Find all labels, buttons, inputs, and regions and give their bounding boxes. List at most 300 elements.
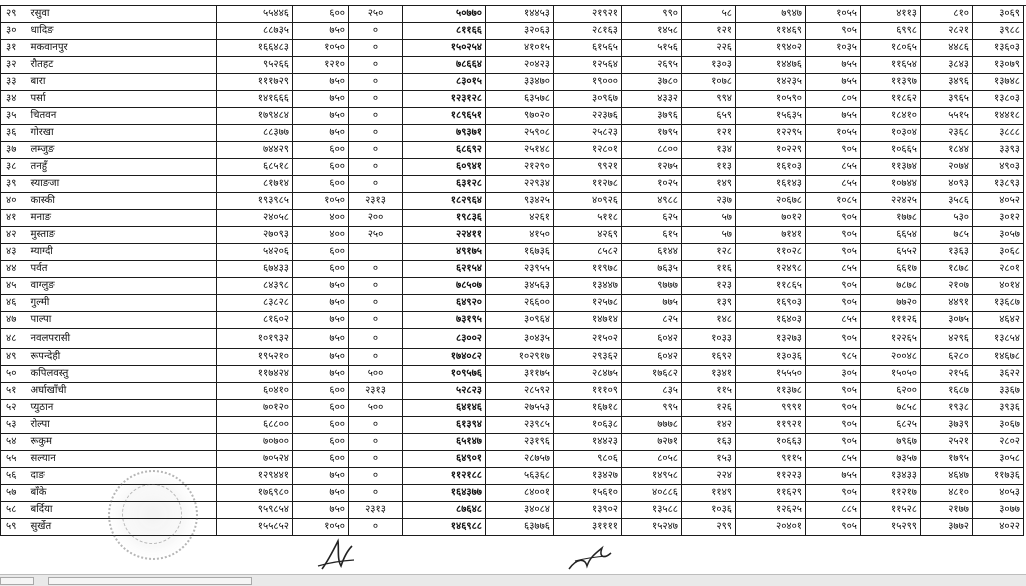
value-col-9: ११६२९ — [736, 485, 806, 502]
signature-left — [310, 535, 360, 575]
value-col-2: ६०० — [293, 244, 349, 261]
value-col-13: ३९८८ — [973, 23, 1024, 40]
row-number: ४९ — [1, 349, 29, 366]
value-col-2: ७५० — [293, 125, 349, 142]
value-col-6: ३११११ — [554, 519, 622, 536]
value-col-1: ९५२६६ — [217, 57, 293, 74]
value-col-11: ७७२० — [861, 295, 921, 312]
value-col-6: २१९२१ — [554, 6, 622, 23]
value-col-11: ११३७४ — [861, 159, 921, 176]
row-number: ५७ — [1, 485, 29, 502]
row-number: ५१ — [1, 383, 29, 400]
value-col-12: १७९५ — [921, 451, 973, 468]
value-col-9: १६४०३ — [736, 312, 806, 329]
value-col-3: ० — [349, 434, 403, 451]
value-col-2: ७५० — [293, 23, 349, 40]
value-col-8: २२४ — [682, 468, 736, 485]
value-col-3: ० — [349, 329, 403, 349]
district-name: दाङ — [29, 468, 217, 485]
value-col-2: १०५० — [293, 193, 349, 210]
value-col-9: ११८६५ — [736, 278, 806, 295]
district-name: गोरखा — [29, 125, 217, 142]
value-col-12: ४४८६ — [921, 40, 973, 57]
value-col-1: ७४४२९ — [217, 142, 293, 159]
value-col-7: १७६८२ — [622, 366, 682, 383]
row-number: ३७ — [1, 142, 29, 159]
value-col-2: ७५० — [293, 485, 349, 502]
table-row — [1, 349, 1024, 366]
table-row — [1, 40, 1024, 57]
value-col-2: ७५० — [293, 295, 349, 312]
value-col-10: ९०५ — [806, 210, 861, 227]
value-col-11: १५२९९ — [861, 519, 921, 536]
value-col-6: ९९२१ — [554, 159, 622, 176]
value-col-3: ० — [349, 74, 403, 91]
value-col-7: १५२४७ — [622, 519, 682, 536]
value-col-6: २८१६३ — [554, 23, 622, 40]
value-col-5: ४२६१ — [486, 210, 554, 227]
value-col-9: १४२३५ — [736, 74, 806, 91]
district-name: मुस्ताङ — [29, 227, 217, 244]
value-col-2: ७५० — [293, 312, 349, 329]
value-col-4: ६४१४६ — [403, 400, 486, 417]
value-col-12: ४४९१ — [921, 295, 973, 312]
value-col-1: ८१७१४ — [217, 176, 293, 193]
value-col-11: १८४१० — [861, 108, 921, 125]
value-col-12: ३४९६ — [921, 74, 973, 91]
value-col-13: १४६७८ — [973, 349, 1024, 366]
value-col-9: २०६७८ — [736, 193, 806, 210]
value-col-11: ६८२५ — [861, 417, 921, 434]
value-col-12: ४२९६ — [921, 329, 973, 349]
value-col-5: २७५५३ — [486, 400, 554, 417]
value-col-4: १८२९६४ — [403, 193, 486, 210]
value-col-12: २१७७ — [921, 502, 973, 519]
strip-button-main[interactable] — [48, 577, 252, 585]
value-col-12: ५५१५ — [921, 108, 973, 125]
value-col-6: १५६१० — [554, 485, 622, 502]
value-col-10: ९०५ — [806, 434, 861, 451]
value-col-2: १०५० — [293, 40, 349, 57]
value-col-8: १४८ — [682, 312, 736, 329]
value-col-9: १२४९८ — [736, 261, 806, 278]
value-col-8: ११५ — [682, 383, 736, 400]
value-col-7: १४९५८ — [622, 468, 682, 485]
value-col-2: ६०० — [293, 417, 349, 434]
district-name: रूकुम — [29, 434, 217, 451]
value-col-5: २३१९६ — [486, 434, 554, 451]
value-col-9: १९४०२ — [736, 40, 806, 57]
table-row — [1, 434, 1024, 451]
value-col-10: ८५५ — [806, 176, 861, 193]
value-col-13: ३३६७ — [973, 383, 1024, 400]
value-col-11: १०६६५ — [861, 142, 921, 159]
row-number: ५८ — [1, 502, 29, 519]
value-col-3: ० — [349, 417, 403, 434]
value-col-4: १२३१२८ — [403, 91, 486, 108]
value-col-9: ७१४१ — [736, 227, 806, 244]
value-col-4: १५०२५४ — [403, 40, 486, 57]
value-col-12: २५२१ — [921, 434, 973, 451]
value-col-10: ८०५ — [806, 91, 861, 108]
district-name: धादिङ — [29, 23, 217, 40]
table-row — [1, 261, 1024, 278]
value-col-4: ७८६६४ — [403, 57, 486, 74]
table-row — [1, 400, 1024, 417]
value-col-3: ० — [349, 23, 403, 40]
value-col-1: २७०९३ — [217, 227, 293, 244]
value-col-4: ५०७७० — [403, 6, 486, 23]
value-col-12: २०७४ — [921, 159, 973, 176]
table-row — [1, 125, 1024, 142]
value-col-1: ५४२०६ — [217, 244, 293, 261]
value-col-7: ३७९६ — [622, 108, 682, 125]
value-col-12: १८७८ — [921, 261, 973, 278]
value-col-2: १०५० — [293, 519, 349, 536]
value-col-9: १६१०३ — [736, 159, 806, 176]
district-name: पर्सा — [29, 91, 217, 108]
value-col-5: ६३७७६ — [486, 519, 554, 536]
table-row — [1, 366, 1024, 383]
value-col-2: ६०० — [293, 176, 349, 193]
row-number: ३० — [1, 23, 29, 40]
table-row — [1, 57, 1024, 74]
value-col-5: ३०९६४ — [486, 312, 554, 329]
value-col-12: ३७७२ — [921, 519, 973, 536]
value-col-4: ६३१२८ — [403, 176, 486, 193]
value-col-7: ४०८८६ — [622, 485, 682, 502]
value-col-13: ३०७७ — [973, 502, 1024, 519]
value-col-13: ४६४२ — [973, 312, 1024, 329]
district-data-table — [0, 5, 1024, 536]
value-col-11: ६६५४ — [861, 227, 921, 244]
value-col-5: ६३५७८ — [486, 91, 554, 108]
value-col-5: ९७०२० — [486, 108, 554, 125]
value-col-9: ११४६९ — [736, 23, 806, 40]
value-col-11: ७३५७ — [861, 451, 921, 468]
value-col-5: २५९०८ — [486, 125, 554, 142]
value-col-13: ३०६९ — [973, 6, 1024, 23]
value-col-13: ३९३६ — [973, 400, 1024, 417]
value-col-1: १७९४८४ — [217, 108, 293, 125]
value-col-2: ६०० — [293, 434, 349, 451]
value-col-2: ६०० — [293, 400, 349, 417]
value-col-3: २०० — [349, 210, 403, 227]
value-col-9: १२२९५ — [736, 125, 806, 142]
value-col-5: २६६०० — [486, 295, 554, 312]
row-number: ५२ — [1, 400, 29, 417]
value-col-5: २२९३४ — [486, 176, 554, 193]
value-col-12: २१५६ — [921, 366, 973, 383]
value-col-6: ६१५६५ — [554, 40, 622, 57]
value-col-4: ८३००२ — [403, 329, 486, 349]
value-col-11: २००४८ — [861, 349, 921, 366]
district-name: पाल्पा — [29, 312, 217, 329]
value-col-6: १२५६४ — [554, 57, 622, 74]
district-name: वाग्लुङ — [29, 278, 217, 295]
table-row — [1, 176, 1024, 193]
value-col-11: १८०६५ — [861, 40, 921, 57]
value-col-6: २१५०२ — [554, 329, 622, 349]
row-number: ४४ — [1, 261, 29, 278]
value-col-3: २३१३ — [349, 193, 403, 210]
value-col-12: २८२१ — [921, 23, 973, 40]
value-col-7: ६२५ — [622, 210, 682, 227]
value-col-13: ३०५७ — [973, 227, 1024, 244]
value-col-11: ६९९८ — [861, 23, 921, 40]
value-col-11: ६२०० — [861, 383, 921, 400]
table-row — [1, 23, 1024, 40]
value-col-9: २०४०१ — [736, 519, 806, 536]
value-col-4: ६४९०१ — [403, 451, 486, 468]
value-col-7: ९९० — [622, 6, 682, 23]
value-col-4: ६०९४१ — [403, 159, 486, 176]
value-col-9: १०२२९ — [736, 142, 806, 159]
value-col-13: ४०१४ — [973, 278, 1024, 295]
value-col-13: ३०१२ — [973, 210, 1024, 227]
value-col-10: ९०५ — [806, 244, 861, 261]
value-col-5: २३९८५ — [486, 417, 554, 434]
value-col-12: ३५८६ — [921, 193, 973, 210]
value-col-13: २८०२ — [973, 434, 1024, 451]
value-col-4: ८७६४८ — [403, 502, 486, 519]
value-col-10: ९०५ — [806, 142, 861, 159]
value-col-1: ८४३९८ — [217, 278, 293, 295]
row-number: ४८ — [1, 329, 29, 349]
value-col-2: ६०० — [293, 159, 349, 176]
value-col-2: ७५० — [293, 108, 349, 125]
table-row — [1, 210, 1024, 227]
value-col-2: ४०० — [293, 210, 349, 227]
district-name: बाँके — [29, 485, 217, 502]
value-col-11: ७९६७ — [861, 434, 921, 451]
value-col-6: ११२७८ — [554, 176, 622, 193]
value-col-10: १०८५ — [806, 193, 861, 210]
row-number: ३२ — [1, 57, 29, 74]
value-col-2: ७५० — [293, 349, 349, 366]
value-col-8: ५७ — [682, 210, 736, 227]
value-col-1: ७०५२४ — [217, 451, 293, 468]
value-col-10: ९०५ — [806, 23, 861, 40]
value-col-3: ० — [349, 159, 403, 176]
value-col-1: १४१६६६ — [217, 91, 293, 108]
table-body — [1, 6, 1024, 536]
value-col-2: ७५० — [293, 74, 349, 91]
value-col-7: ७७७८ — [622, 417, 682, 434]
value-col-4: ७३१९५ — [403, 312, 486, 329]
district-name: नवलपरासी — [29, 329, 217, 349]
value-col-7: ९७७७ — [622, 278, 682, 295]
value-col-2: ६०० — [293, 261, 349, 278]
value-col-13: २८०१ — [973, 261, 1024, 278]
value-col-8: १२१ — [682, 125, 736, 142]
value-col-9: ९९९१ — [736, 400, 806, 417]
value-col-3: ५०० — [349, 400, 403, 417]
value-col-11: १३४३३ — [861, 468, 921, 485]
value-col-12: ८१० — [921, 6, 973, 23]
value-col-5: १६७३६ — [486, 244, 554, 261]
value-col-2: ६०० — [293, 142, 349, 159]
value-col-13: ४०२२ — [973, 519, 1024, 536]
value-col-5: ४१०१५ — [486, 40, 554, 57]
table-row — [1, 451, 1024, 468]
value-col-11: ७८५८ — [861, 400, 921, 417]
table-row — [1, 6, 1024, 23]
district-name: रूपन्देही — [29, 349, 217, 366]
value-col-8: १५३ — [682, 451, 736, 468]
value-col-6: ११९७८ — [554, 261, 622, 278]
value-col-10: ८५५ — [806, 312, 861, 329]
value-col-11: १२२६५ — [861, 329, 921, 349]
value-col-10: १०५५ — [806, 6, 861, 23]
district-name: कपिलवस्तु — [29, 366, 217, 383]
value-col-3: ० — [349, 349, 403, 366]
row-number: ३६ — [1, 125, 29, 142]
district-name: बर्दिया — [29, 502, 217, 519]
value-col-7: ८२५ — [622, 312, 682, 329]
district-name: लम्जुङ — [29, 142, 217, 159]
value-col-7: ९९५ — [622, 400, 682, 417]
value-col-9: १०५९० — [736, 91, 806, 108]
value-col-10: ७५५ — [806, 468, 861, 485]
table-row — [1, 193, 1024, 210]
value-col-13: ३०५८ — [973, 451, 1024, 468]
value-col-10: ९०५ — [806, 519, 861, 536]
value-col-7: २६९५ — [622, 57, 682, 74]
value-col-6: ४२६९ — [554, 227, 622, 244]
value-col-6: ४०९२६ — [554, 193, 622, 210]
value-col-7: ३७८० — [622, 74, 682, 91]
value-col-12: ४०९३ — [921, 176, 973, 193]
value-col-8: १२१ — [682, 23, 736, 40]
value-col-6: १९००० — [554, 74, 622, 91]
district-name: कास्की — [29, 193, 217, 210]
value-col-5: २८७५७ — [486, 451, 554, 468]
value-col-6: १४४२३ — [554, 434, 622, 451]
row-number: ५९ — [1, 519, 29, 536]
value-col-13: ४०५२ — [973, 193, 1024, 210]
row-number: ४३ — [1, 244, 29, 261]
value-col-12: १३६३ — [921, 244, 973, 261]
value-col-9: १३२७३ — [736, 329, 806, 349]
value-col-4: ८३०१५ — [403, 74, 486, 91]
value-col-6: १०६३८ — [554, 417, 622, 434]
value-col-3: ० — [349, 312, 403, 329]
value-col-6: २२३७६ — [554, 108, 622, 125]
value-col-13: ४९०३ — [973, 159, 1024, 176]
value-col-7: ६०४२ — [622, 349, 682, 366]
value-col-7: ४३३२ — [622, 91, 682, 108]
value-col-13: ४०५३ — [973, 485, 1024, 502]
value-col-6: १६७१८ — [554, 400, 622, 417]
value-col-8: ११४९ — [682, 485, 736, 502]
value-col-4: १९८३६ — [403, 210, 486, 227]
table-row — [1, 108, 1024, 125]
value-col-6: १११०९ — [554, 383, 622, 400]
value-col-11: ११५२८ — [861, 502, 921, 519]
value-col-1: ८३८२८ — [217, 295, 293, 312]
district-name: मकवानपुर — [29, 40, 217, 57]
value-col-6: १२५७८ — [554, 295, 622, 312]
district-name: बारा — [29, 74, 217, 91]
row-number: ५४ — [1, 434, 29, 451]
table-row — [1, 159, 1024, 176]
value-col-2: ७५० — [293, 366, 349, 383]
value-col-6: ३०९६७ — [554, 91, 622, 108]
value-col-2: ४०० — [293, 227, 349, 244]
value-col-6: २८४७५ — [554, 366, 622, 383]
value-col-2: ७५० — [293, 278, 349, 295]
value-col-2: ७५० — [293, 91, 349, 108]
value-col-4: २२४११ — [403, 227, 486, 244]
value-col-5: १०२९१७ — [486, 349, 554, 366]
value-col-10: ९०५ — [806, 227, 861, 244]
value-col-7: ८३५ — [622, 383, 682, 400]
value-col-9: ११२२३ — [736, 468, 806, 485]
value-col-11: १०३०४ — [861, 125, 921, 142]
value-col-3: ५०० — [349, 366, 403, 383]
value-col-7: १७९५ — [622, 125, 682, 142]
value-col-3: ० — [349, 519, 403, 536]
value-col-5: ३३४७० — [486, 74, 554, 91]
table-row — [1, 383, 1024, 400]
value-col-10: ९०५ — [806, 400, 861, 417]
value-col-10: ९०५ — [806, 295, 861, 312]
district-name: गुल्मी — [29, 295, 217, 312]
value-col-5: ८४००१ — [486, 485, 554, 502]
value-col-4: ११२१८८ — [403, 468, 486, 485]
value-col-9: ७९४७ — [736, 6, 806, 23]
value-col-3: ० — [349, 125, 403, 142]
value-col-13: १३७४८ — [973, 74, 1024, 91]
value-col-7: ८०५८ — [622, 451, 682, 468]
district-name: रसुवा — [29, 6, 217, 23]
value-col-8: १३४१ — [682, 366, 736, 383]
value-col-8: २३७ — [682, 193, 736, 210]
value-col-3: ० — [349, 278, 403, 295]
table-row — [1, 227, 1024, 244]
value-col-5: २३९५५ — [486, 261, 554, 278]
value-col-13: ११७३६ — [973, 468, 1024, 485]
district-name: सुर्खेत — [29, 519, 217, 536]
value-col-3: ० — [349, 261, 403, 278]
value-col-12: ४८१० — [921, 485, 973, 502]
strip-button-left[interactable] — [0, 577, 34, 585]
table-row — [1, 91, 1024, 108]
district-name: स्याङजा — [29, 176, 217, 193]
value-col-12: ६२८० — [921, 349, 973, 366]
value-col-10: ७५५ — [806, 74, 861, 91]
value-col-2: ७५० — [293, 329, 349, 349]
value-col-4: ६२१५४ — [403, 261, 486, 278]
value-col-12: ५३० — [921, 210, 973, 227]
value-col-12: ३८४३ — [921, 57, 973, 74]
value-col-11: ११८६२ — [861, 91, 921, 108]
value-col-4: ७८५०७ — [403, 278, 486, 295]
value-col-1: २४०५८ — [217, 210, 293, 227]
value-col-8: २२६ — [682, 40, 736, 57]
value-col-11: १११२६ — [861, 312, 921, 329]
value-col-9: १६९०३ — [736, 295, 806, 312]
value-col-9: ११९२१ — [736, 417, 806, 434]
value-col-8: १६९२ — [682, 349, 736, 366]
row-number: ४६ — [1, 295, 29, 312]
row-number: ४० — [1, 193, 29, 210]
value-col-10: ९०५ — [806, 485, 861, 502]
row-number: ३५ — [1, 108, 29, 125]
value-col-10: ३०५ — [806, 366, 861, 383]
value-col-6: ५११८ — [554, 210, 622, 227]
